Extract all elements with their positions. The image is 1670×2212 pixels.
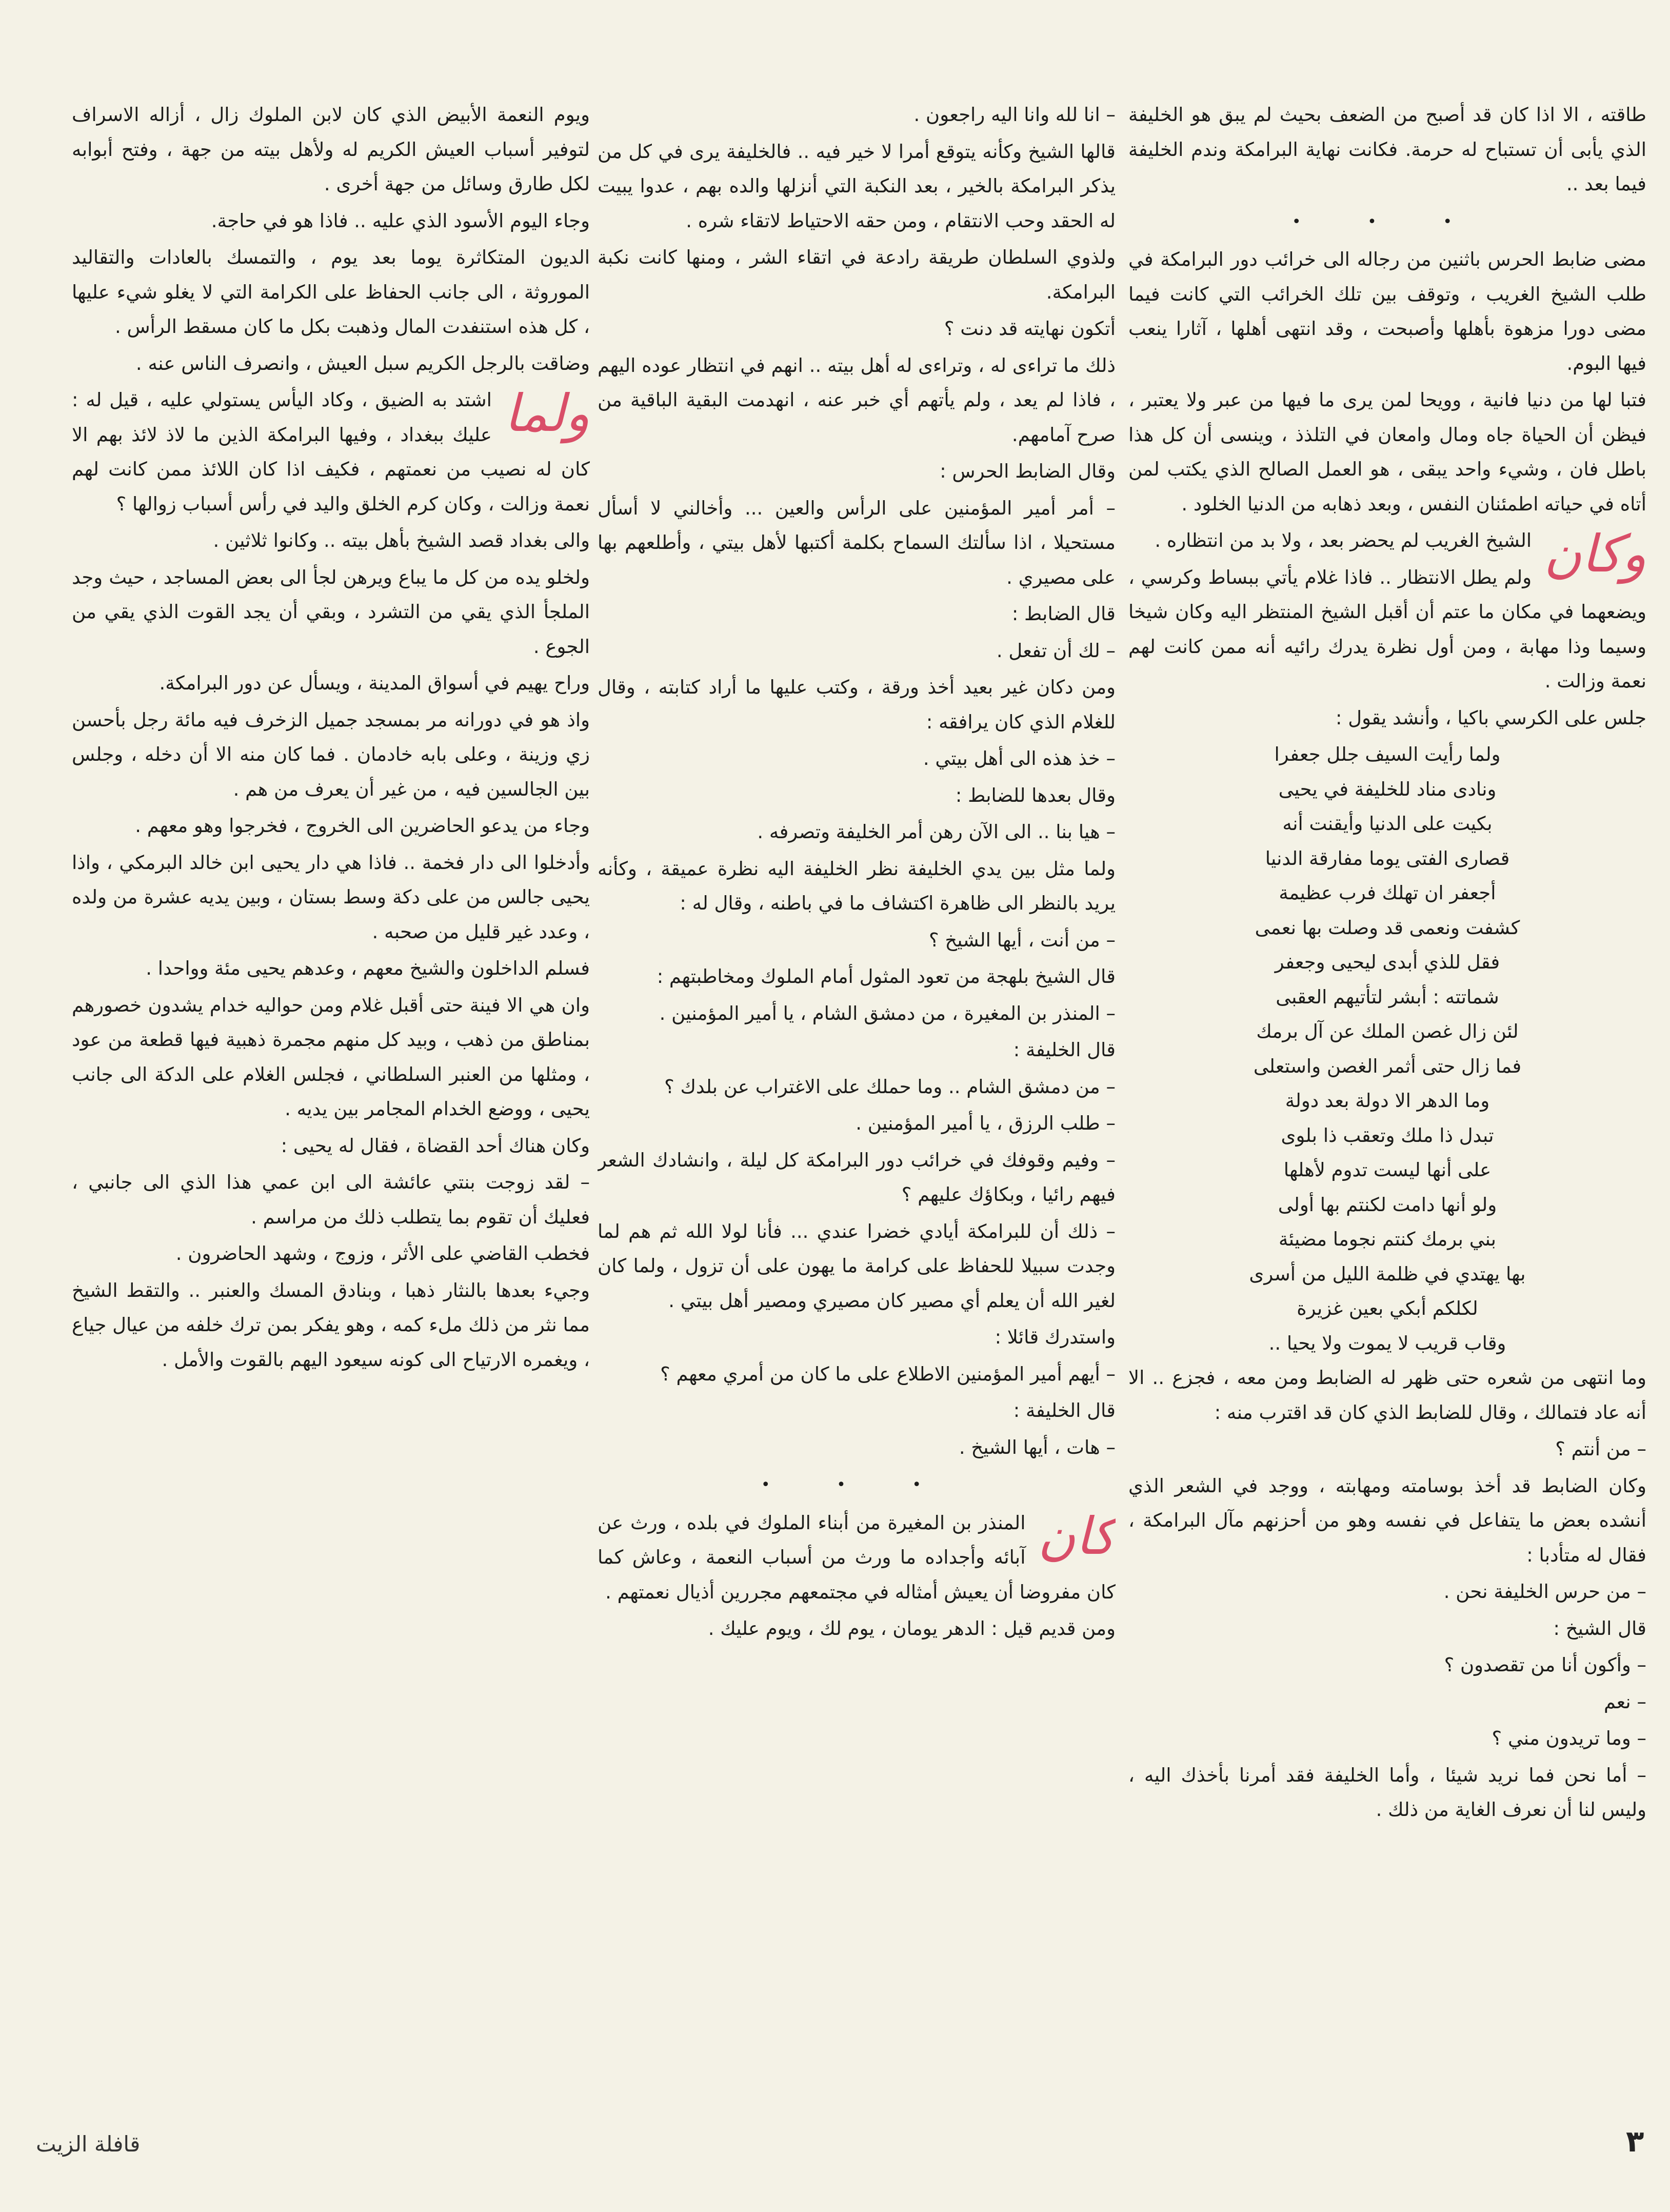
paragraph: وضاقت بالرجل الكريم سبل العيش ، وانصرف الناس عنه .: [135, 352, 590, 374]
paragraph: وجيء بعدها بالنثار ذهبا ، وبنادق المسك والعنبر .. والتقط الشيخ مما نثر من ذلك ملء كمه ، وهو يفكر بمن ترك خلفه من عيال جياع ، ويغمره الارتياح الى كونه سيعود اليهم بالقوت والأمل .: [72, 1279, 590, 1371]
decorative-initial-word: ولما: [504, 383, 590, 443]
poem-verse: ولما رأيت السيف جلل جعفرا: [1274, 743, 1501, 765]
text-column-middle: [598, 97, 1116, 2088]
paragraph: ولما مثل بين يدي الخليفة نظر الخليفة اليه نظرة عميقة ، وكأنه يريد بالنظر الى ظاهرة اكتشاف ما في باطنه ، وقال له :: [598, 857, 1116, 914]
paragraph: وقال الضابط الحرس :: [940, 460, 1116, 482]
paragraph: قال الشيخ :: [1553, 1617, 1646, 1640]
paragraph-text: الشيخ الغريب لم يحضر بعد ، ولا بد من انتظاره .: [1155, 529, 1532, 551]
paragraph: مضى ضابط الحرس باثنين من رجاله الى خرائب دور البرامكة في طلب الشيخ الغريب ، وتوقف بين تلك الخرائب التي كانت فيما مضى دورا مزهوة بأهلها وأصبحت ، وقد انتهى أهلها ، آثارا ينعب فيها البوم.: [1128, 248, 1646, 374]
decorative-initial-word: كان: [1038, 1506, 1116, 1566]
paragraph: – خذ هذه الى أهل بيتي .: [923, 747, 1116, 769]
paragraph: – ذلك أن للبرامكة أيادي خضرا عندي ... فأنا لولا الله ثم هم لما وجدت سبيلا للحفاظ على كرامة ما يهون على أن تزول ، ولما كان لغير الله أن يعلم أي مصير كان مصيري ومصير أهل بيتي .: [598, 1220, 1116, 1312]
paragraph: فخطب القاضي على الأثر ، وزوج ، وشهد الحاضرون .: [175, 1242, 590, 1265]
paragraph: – نعم: [1603, 1690, 1646, 1713]
paragraph-text: اشتد به الضيق ، وكاد اليأس يستولي عليه ، قيل له : عليك ببغداد ، وفيها البرامكة الذين ما لاذ لائذ بهم الا كان له نصيب من نعمتهم ، فكيف اذا كان اللائذ ممن كانت لهم نعمة وزالت ، وكان كرم الخلق واليد في رأس أسباب زوالها ؟: [72, 389, 590, 515]
paragraph: – هات ، أيها الشيخ .: [959, 1436, 1116, 1458]
section-separator: • • •: [761, 1476, 952, 1494]
text-column-left: [72, 97, 590, 2088]
paragraph: فتبا لها من دنيا فانية ، وويحا لمن يرى ما فيها من عبر ولا يعتبر ، فيظن أن الحياة جاه ومال وامعان في التلذذ ، وينسى أن كل هذا باطل فان ، وشيء واحد يبقى ، هو العمل الصالح الذي يكتب لمن أتاه في حياته اطمئنان النفس ، وبعد ذهابه من الدنيا الخلود .: [1128, 389, 1646, 515]
poem-verse: ونادى مناد للخليفة في يحيى: [1278, 778, 1497, 800]
paragraph: – وفيم وقوفك في خرائب دور البرامكة كل ليلة ، وانشادك الشعر فيهم رائيا ، وبكاؤك عليهم ؟: [598, 1149, 1116, 1206]
poem-verse: وقاب قريب لا يموت ولا يحيا ..: [1268, 1332, 1506, 1354]
paragraph: – وأكون أنا من تقصدون ؟: [1444, 1654, 1646, 1676]
paragraph: فسلم الداخلون والشيخ معهم ، وعدهم يحيى مئة وواحدا .: [146, 957, 590, 979]
poem-verse: على أنها ليست تدوم لأهلها: [1283, 1159, 1492, 1181]
paragraph: وأدخلوا الى دار فخمة .. فاذا هي دار يحيى ابن خالد البرمكي ، واذا يحيى جالس من على دكة وسط بستان ، وبين يديه عشرة من ولده ، وعدد غير قليل من صحبه .: [72, 851, 590, 943]
paragraph: قال الخليفة :: [1013, 1039, 1116, 1061]
paragraph: جلس على الكرسي باكيا ، وأنشد يقول :: [1336, 706, 1646, 729]
paragraph: ومن قديم قيل : الدهر يومان ، يوم لك ، ويوم عليك .: [708, 1617, 1116, 1640]
poem-verse: بكيت على الدنيا وأيقنت أنه: [1282, 813, 1493, 835]
poem-verse: تبدل ذا ملك وتعقب ذا بلوى: [1281, 1124, 1494, 1147]
paragraph: وكان هناك أحد القضاة ، فقال له يحيى :: [281, 1134, 590, 1157]
poem-verse: شماتته : أبشر لتأتيهم العقبى: [1276, 985, 1499, 1008]
paragraph: ولخلو يده من كل ما يباع ويرهن لجأ الى بعض المساجد ، حيث وجد الملجأ الذي يقي من التشرد ، وبقي أن يجد القوت الذي يقي من الجوع .: [72, 566, 590, 658]
paragraph: وراح يهيم في أسواق المدينة ، ويسأل عن دور البرامكة.: [159, 672, 590, 694]
paragraph: – طلب الرزق ، يا أمير المؤمنين .: [856, 1112, 1116, 1134]
decorative-initial-word: وكان: [1544, 524, 1646, 584]
paragraph: واذ هو في دورانه مر بمسجد جميل الزخرف فيه مائة رجل بأحسن زي وزينة ، وعلى بابه خادمان . فما كان منه الا أن دخله ، وجلس بين الجالسين فيه ، من غير أن يعرف من هم .: [72, 708, 590, 800]
paragraph: – من أنت ، أيها الشيخ ؟: [928, 929, 1116, 951]
section-opening-paragraph: [598, 1506, 1116, 1610]
paragraph: والى بغداد قصد الشيخ بأهل بيته .. وكانوا ثلاثين .: [213, 529, 590, 551]
poem-verse: بني برمك كنتم نجوما مضيئة: [1278, 1228, 1497, 1250]
paragraph: وجاء من يدعو الحاضرين الى الخروج ، فخرجوا وهو معهم .: [135, 815, 590, 837]
paragraph: – أمر أمير المؤمنين على الرأس والعين ... وأخالني لا أسأل مستحيلا ، اذا سألتك السماح بكلمة أكتبها لأهل بيتي ، وأطلعهم بها على مصيري .: [598, 497, 1116, 588]
paragraph: – من دمشق الشام .. وما حملك على الاغتراب عن بلدك ؟: [664, 1075, 1116, 1098]
section-opening-paragraph: [72, 383, 590, 521]
paragraph: ولم يطل الانتظار .. فاذا غلام يأتي ببساط وكرسي ، ويضعهما في مكان ما عتم أن أقبل الشيخ المنتظر اليه وكان شيخا وسيما وذا مهابة ، ومن أول نظرة يدرك رائيه أنه ممن كانت لهم نعمة وزالت .: [1128, 566, 1646, 692]
poem-verse: فما زال حتى أثمر الغصن واستعلى: [1253, 1055, 1522, 1077]
paragraph: طاقته ، الا اذا كان قد أصبح من الضعف بحيث لم يبق هو الخليفة الذي يأبى أن تستباح له حرمة. فكانت نهاية البرامكة وندم الخليفة فيما بعد ..: [1128, 104, 1646, 195]
page-number: ٣: [1626, 2124, 1644, 2159]
paragraph: – أما نحن فما نريد شيئا ، وأما الخليفة فقد أمرنا بأخذك اليه ، وليس لنا أن نعرف الغاية من ذلك .: [1128, 1764, 1646, 1821]
paragraph: وكان الضابط قد أخذ بوسامته ومهابته ، ووجد في الشعر الذي أنشده بعض ما يتفاعل في نفسه وهو من أحزنهم مآل البرامكة ، فقال له متأدبا :: [1128, 1474, 1646, 1566]
poem-verse: بها يهتدي في ظلمة الليل من أسرى: [1249, 1262, 1526, 1285]
poem-verse: وما الدهر الا دولة بعد دولة: [1285, 1090, 1490, 1112]
poem-verse: لكلكم أبكي بعين غزيرة: [1297, 1297, 1478, 1319]
paragraph: وقال بعدها للضابط :: [955, 784, 1116, 806]
paragraph: – هيا بنا .. الى الآن رهن أمر الخليفة وتصرفه .: [757, 821, 1116, 843]
paragraph: قالها الشيخ وكأنه يتوقع أمرا لا خير فيه .. فالخليفة يرى في كل من يذكر البرامكة بالخير ، بعد النكبة التي أنزلها والده بهم ، عدوا يبيت له الحقد وحب الانتقام ، ومن حقه الاحتياط لاتقاء شره .: [598, 140, 1116, 232]
magazine-title: قافلة الزيت: [36, 2131, 141, 2157]
paragraph: واستدرك قائلا :: [995, 1326, 1116, 1348]
paragraph: ولذوي السلطان طريقة رادعة في اتقاء الشر ، ومنها كانت نكبة البرامكة.: [598, 246, 1116, 303]
paragraph: – انا لله وانا اليه راجعون .: [913, 104, 1116, 126]
paragraph: – المنذر بن المغيرة ، من دمشق الشام ، يا أمير المؤمنين .: [659, 1002, 1116, 1024]
section-separator: • • •: [1291, 212, 1483, 231]
paragraph: – أيهم أمير المؤمنين الاطلاع على ما كان من أمري معهم ؟: [660, 1362, 1116, 1385]
poem-verse: فقل للذي أبدى ليحيى وجعفر: [1275, 951, 1500, 973]
poem-verse: ولو أنها دامت لكنتم بها أولى: [1278, 1193, 1497, 1216]
paragraph: – من أنتم ؟: [1555, 1438, 1646, 1460]
paragraph: ذلك ما تراءى له ، وتراءى له أهل بيته .. انهم في انتظار عوده اليهم ، فاذا لم يعد ، ولم يأتهم أي خبر عنه ، انهدمت البقية الباقية من صرح آمامهم.: [598, 354, 1116, 446]
paragraph: – من حرس الخليفة نحن .: [1443, 1581, 1646, 1603]
text-column-right: [1128, 97, 1646, 2088]
paragraph: قال الشيخ بلهجة من تعود المثول أمام الملوك ومخاطبتهم :: [657, 965, 1116, 988]
section-opening-paragraph: [1128, 523, 1646, 584]
paragraph: – لقد زوجت بنتي عائشة الى ابن عمي هذا الذي الى جانبي ، فعليك أن تقوم بما يتطلب ذلك من مراسم .: [72, 1171, 590, 1228]
poem-verse: قصارى الفتى يوما مفارقة الدنيا: [1265, 847, 1510, 870]
poem-verse: أجعفر ان تهلك فرب عظيمة: [1279, 882, 1496, 904]
paragraph: وجاء اليوم الأسود الذي عليه .. فاذا هو في حاجة.: [211, 209, 590, 232]
paragraph: الديون المتكاثرة يوما بعد يوم ، والتمسك بالعادات والتقاليد الموروثة ، الى جانب الحفاظ على الكرامة التي لا يغلو شيء عليها ، كل هذه استنفدت المال وذهبت بكل ما كان مسقط الرأس .: [72, 246, 590, 338]
poem-verse: لئن زال غصن الملك عن آل برمك: [1256, 1020, 1519, 1042]
paragraph-text: المنذر بن المغيرة من أبناء الملوك في بلده ، ورث عن آبائه وأجداده ما ورث من أسباب النعمة ، وعاش كما كان مفروضا أن يعيش أمثاله في مجتمعهم مجررين أذيال نعمتهم .: [598, 1511, 1116, 1603]
paragraph: – لك أن تفعل .: [996, 639, 1116, 662]
paragraph: ومن دكان غير بعيد أخذ ورقة ، وكتب عليها ما أراد كتابته ، وقال للغلام الذي كان يرافقه :: [598, 676, 1116, 733]
paragraph: قال الخليفة :: [1013, 1399, 1116, 1421]
paragraph: وان هي الا فينة حتى أقبل غلام ومن حواليه خدام يشدون خصورهم بمناطق من ذهب ، وبيد كل منهم مجمرة ذهبية فيها قطعة من عود ، ومثلها من العنبر السلطاني ، فجلس الغلام على الدكة الى جانب يحيى ، ووضع الخدام المجامر بين يديه .: [72, 994, 590, 1120]
paragraph: قال الضابط :: [1011, 603, 1116, 625]
poem-verse: كشفت ونعمى قد وصلت بها نعمى: [1255, 916, 1520, 939]
paragraph: أتكون نهايته قد دنت ؟: [944, 318, 1116, 340]
paragraph: – وما تريدون مني ؟: [1492, 1727, 1646, 1749]
paragraph: وما انتهى من شعره حتى ظهر له الضابط ومن معه ، فجزع .. الا أنه عاد فتمالك ، وقال للضابط الذي كان قد اقترب منه :: [1128, 1367, 1646, 1424]
paragraph: ويوم النعمة الأبيض الذي كان لابن الملوك زال ، أزاله الاسراف لتوفير أسباب العيش الكريم له ولأهل بيته من جهة ، وفتح أبوابه لكل طارق وسائل من جهة أخرى .: [72, 104, 590, 195]
